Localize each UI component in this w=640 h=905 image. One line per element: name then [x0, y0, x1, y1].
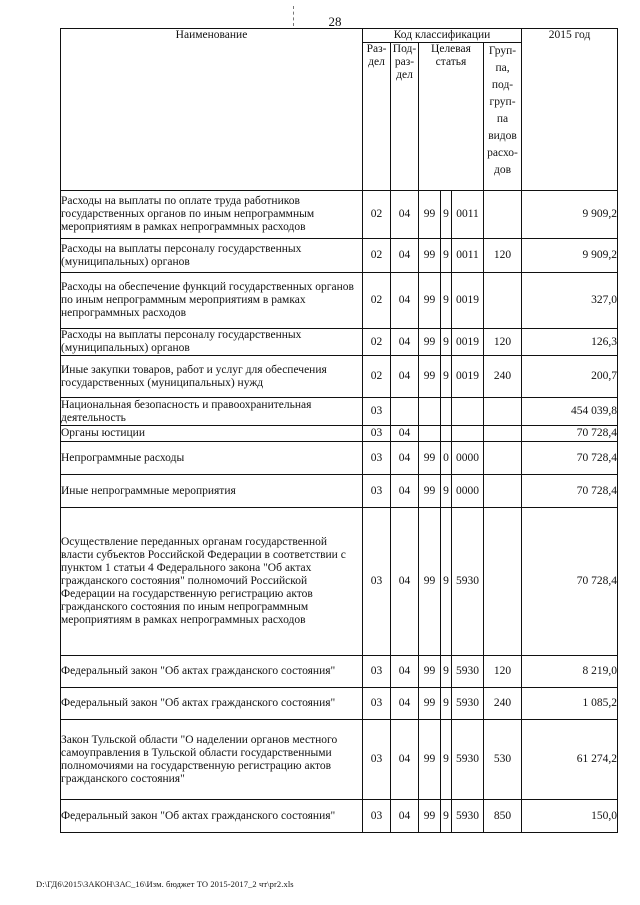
row-subsection: 04: [391, 800, 419, 833]
row-target-program: [419, 398, 441, 426]
row-target-subprogram: 9: [441, 720, 452, 800]
row-subsection: [391, 398, 419, 426]
header-classification: Код классификации: [363, 29, 522, 43]
row-name: Расходы на выплаты по оплате труда работников государственных органов по иным непрограммным мероприятиям в рамках непрограммных расходов: [61, 191, 363, 239]
row-target-program: 99: [419, 329, 441, 356]
row-subsection: 04: [391, 688, 419, 720]
row-target-subprogram: 9: [441, 239, 452, 273]
row-target-direction: 0011: [452, 191, 484, 239]
binder-mark: [293, 6, 295, 26]
row-section: 03: [363, 475, 391, 508]
row-subsection: 04: [391, 356, 419, 398]
row-expense-type: 530: [484, 720, 522, 800]
row-expense-type: 850: [484, 800, 522, 833]
row-amount: 454 039,8: [522, 398, 618, 426]
page-number: 28: [328, 14, 342, 29]
row-subsection: 04: [391, 273, 419, 329]
row-target-direction: 0000: [452, 442, 484, 475]
row-section: 03: [363, 398, 391, 426]
row-name: Национальная безопасность и правоохранительная деятельность: [61, 398, 363, 426]
row-target-subprogram: 9: [441, 329, 452, 356]
row-name: Федеральный закон "Об актах гражданского состояния": [61, 688, 363, 720]
row-target-direction: 0019: [452, 273, 484, 329]
row-amount: 61 274,2: [522, 720, 618, 800]
table-row: [61, 720, 618, 800]
table-row: [61, 688, 618, 720]
row-target-subprogram: 9: [441, 191, 452, 239]
row-amount: 150,0: [522, 800, 618, 833]
row-expense-type: 120: [484, 656, 522, 688]
row-target-program: 99: [419, 442, 441, 475]
row-subsection: 04: [391, 191, 419, 239]
table-row: [61, 398, 618, 426]
row-amount: 8 219,0: [522, 656, 618, 688]
row-expense-type: 240: [484, 356, 522, 398]
table-row: [61, 656, 618, 688]
row-subsection: 04: [391, 442, 419, 475]
row-amount: 70 728,4: [522, 426, 618, 442]
row-subsection: 04: [391, 239, 419, 273]
row-amount: 200,7: [522, 356, 618, 398]
row-section: 02: [363, 239, 391, 273]
budget-table: [60, 28, 618, 833]
row-target-direction: 5930: [452, 800, 484, 833]
header-subsection: Под- раз- дел: [391, 43, 419, 191]
row-target-subprogram: [441, 426, 452, 442]
row-subsection: 04: [391, 656, 419, 688]
row-expense-type: [484, 508, 522, 656]
table-row: [61, 508, 618, 656]
row-expense-type: 120: [484, 239, 522, 273]
row-name: Расходы на обеспечение функций государственных органов по иным непрограммным мероприятиям в рамках непрограммных расходов: [61, 273, 363, 329]
table-row: [61, 426, 618, 442]
row-target-program: 99: [419, 273, 441, 329]
row-subsection: 04: [391, 720, 419, 800]
row-expense-type: [484, 426, 522, 442]
header-expense-group: Груп- па, под- груп- па видов расхо- дов: [484, 43, 522, 191]
table-row: [61, 442, 618, 475]
header-name: Наименование: [61, 29, 363, 191]
row-section: 03: [363, 508, 391, 656]
row-target-subprogram: 9: [441, 475, 452, 508]
row-target-subprogram: [441, 398, 452, 426]
row-target-direction: [452, 398, 484, 426]
row-section: 02: [363, 329, 391, 356]
row-target-direction: 0011: [452, 239, 484, 273]
table-row: [61, 800, 618, 833]
row-name: Непрограммные расходы: [61, 442, 363, 475]
row-amount: 1 085,2: [522, 688, 618, 720]
row-target-program: 99: [419, 508, 441, 656]
row-expense-type: [484, 475, 522, 508]
row-name: Иные непрограммные мероприятия: [61, 475, 363, 508]
row-expense-type: [484, 442, 522, 475]
header-target-article: Целевая статья: [419, 43, 484, 191]
row-subsection: 04: [391, 329, 419, 356]
header-year: 2015 год: [522, 29, 618, 191]
row-target-subprogram: 9: [441, 688, 452, 720]
row-target-program: 99: [419, 191, 441, 239]
row-amount: 70 728,4: [522, 475, 618, 508]
row-name: Федеральный закон "Об актах гражданского состояния": [61, 800, 363, 833]
row-target-direction: 5930: [452, 508, 484, 656]
row-amount: 126,3: [522, 329, 618, 356]
row-target-direction: 5930: [452, 688, 484, 720]
row-name: Расходы на выплаты персоналу государственных (муниципальных) органов: [61, 239, 363, 273]
row-name: Закон Тульской области "О наделении органов местного самоуправления в Тульской области государственными полномочиями на государственную регистрацию актов гражданского состояния": [61, 720, 363, 800]
row-target-subprogram: 9: [441, 508, 452, 656]
row-target-subprogram: 0: [441, 442, 452, 475]
row-target-subprogram: 9: [441, 356, 452, 398]
row-target-program: 99: [419, 688, 441, 720]
row-target-direction: 0019: [452, 356, 484, 398]
row-target-direction: 5930: [452, 720, 484, 800]
row-section: 02: [363, 191, 391, 239]
row-section: 03: [363, 720, 391, 800]
row-target-program: 99: [419, 239, 441, 273]
row-amount: 9 909,2: [522, 239, 618, 273]
row-target-direction: 0000: [452, 475, 484, 508]
table-row: [61, 356, 618, 398]
row-expense-type: 240: [484, 688, 522, 720]
row-expense-type: [484, 398, 522, 426]
row-target-program: 99: [419, 356, 441, 398]
table-row: [61, 475, 618, 508]
row-target-subprogram: 9: [441, 800, 452, 833]
row-section: 03: [363, 656, 391, 688]
row-name: Осуществление переданных органам государственной власти субъектов Российской Федерации в соответствии с пунктом 1 статьи 4 Федерального закона "Об актах гражданского состояния" полномочий Российской Федерации на государственную регистрацию актов гражданского состояния по иным непрограммным мероприятиям в рамках непрограммных расходов: [61, 508, 363, 656]
row-target-subprogram: 9: [441, 656, 452, 688]
row-section: 03: [363, 688, 391, 720]
row-subsection: 04: [391, 475, 419, 508]
row-section: 03: [363, 426, 391, 442]
table-row: [61, 191, 618, 239]
row-expense-type: [484, 191, 522, 239]
row-section: 02: [363, 273, 391, 329]
row-target-program: 99: [419, 720, 441, 800]
table-row: [61, 329, 618, 356]
row-name: Органы юстиции: [61, 426, 363, 442]
table-row: [61, 239, 618, 273]
row-target-subprogram: 9: [441, 273, 452, 329]
row-name: Расходы на выплаты персоналу государственных (муниципальных) органов: [61, 329, 363, 356]
row-amount: 70 728,4: [522, 508, 618, 656]
header-section: Раз- дел: [363, 43, 391, 191]
row-expense-type: [484, 273, 522, 329]
row-subsection: 04: [391, 426, 419, 442]
row-target-direction: [452, 426, 484, 442]
row-amount: 70 728,4: [522, 442, 618, 475]
row-target-program: [419, 426, 441, 442]
row-target-direction: 0019: [452, 329, 484, 356]
row-section: 03: [363, 442, 391, 475]
row-target-program: 99: [419, 656, 441, 688]
row-target-program: 99: [419, 800, 441, 833]
row-target-direction: 5930: [452, 656, 484, 688]
file-path-footer: D:\ГД6\2015\ЗАКОН\ЗАС_16\Изм. бюджет ТО 2015-2017_2 чт\pr2.xls: [36, 879, 294, 889]
row-section: 02: [363, 356, 391, 398]
row-section: 03: [363, 800, 391, 833]
row-amount: 327,0: [522, 273, 618, 329]
row-amount: 9 909,2: [522, 191, 618, 239]
row-expense-type: 120: [484, 329, 522, 356]
row-subsection: 04: [391, 508, 419, 656]
row-target-program: 99: [419, 475, 441, 508]
table-body: [61, 191, 618, 833]
row-name: Федеральный закон "Об актах гражданского состояния": [61, 656, 363, 688]
table-row: [61, 273, 618, 329]
row-name: Иные закупки товаров, работ и услуг для обеспечения государственных (муниципальных) нужд: [61, 356, 363, 398]
